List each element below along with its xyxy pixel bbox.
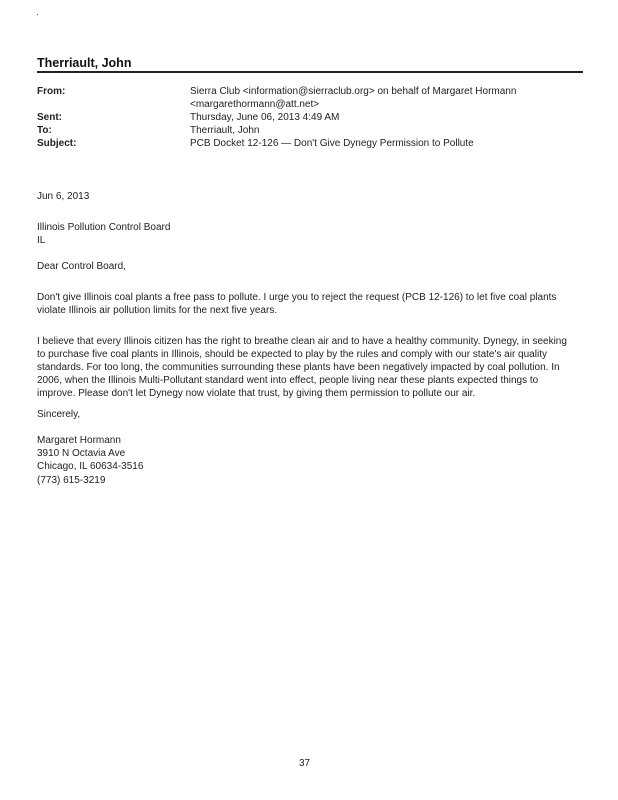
paragraph-line: improve. Please don't let Dynegy now violate that trust, by giving them permission to pollute our air.	[37, 388, 476, 399]
closing: Sincerely,	[37, 409, 81, 420]
from-value: Sierra Club <information@sierraclub.org> on behalf of Margaret Hormann	[190, 86, 517, 97]
page-number: 37	[299, 758, 311, 769]
to-value: Therriault, John	[190, 125, 260, 136]
signature-address: 3910 N Octavia Ave	[37, 448, 126, 459]
header-rule	[37, 71, 583, 73]
paragraph-line: 2006, when the Illinois Multi-Pollutant standard went into effect, people living near these plants expected things to	[37, 375, 539, 386]
subject-value: PCB Docket 12-126 — Don't Give Dynegy Permission to Pollute	[190, 138, 474, 149]
mailbox-owner-title: Therriault, John	[37, 56, 132, 70]
scan-speck	[37, 14, 38, 15]
paragraph-line: Don't give Illinois coal plants a free pass to pollute. I urge you to reject the request (PCB 12-126) to let five coal plants	[37, 292, 557, 303]
signature-name: Margaret Hormann	[37, 435, 121, 446]
recipient-line: IL	[37, 235, 46, 246]
from-label: From:	[37, 86, 66, 97]
paragraph-line: violate Illinois air pollution limits for the next five years.	[37, 305, 278, 316]
signature-phone: (773) 615-3219	[37, 475, 106, 486]
paragraph-line: standards. For too long, the communities surrounding these plants have been negatively impacted by coal pollution. In	[37, 362, 560, 373]
to-label: To:	[37, 125, 52, 136]
sent-value: Thursday, June 06, 2013 4:49 AM	[190, 112, 340, 123]
signature-city: Chicago, IL 60634-3516	[37, 461, 144, 472]
paragraph-line: to purchase five coal plants in Illinois, should be expected to play by the rules and comply with our state's air quality	[37, 349, 547, 360]
salutation: Dear Control Board,	[37, 261, 126, 272]
paragraph-line: I believe that every Illinois citizen has the right to breathe clean air and to have a healthy community. Dynegy, in seeking	[37, 336, 567, 347]
letter-date: Jun 6, 2013	[37, 191, 90, 202]
subject-label: Subject:	[37, 138, 77, 149]
recipient-line: Illinois Pollution Control Board	[37, 222, 171, 233]
from-email: <margarethormann@att.net>	[190, 99, 320, 110]
sent-label: Sent:	[37, 112, 62, 123]
